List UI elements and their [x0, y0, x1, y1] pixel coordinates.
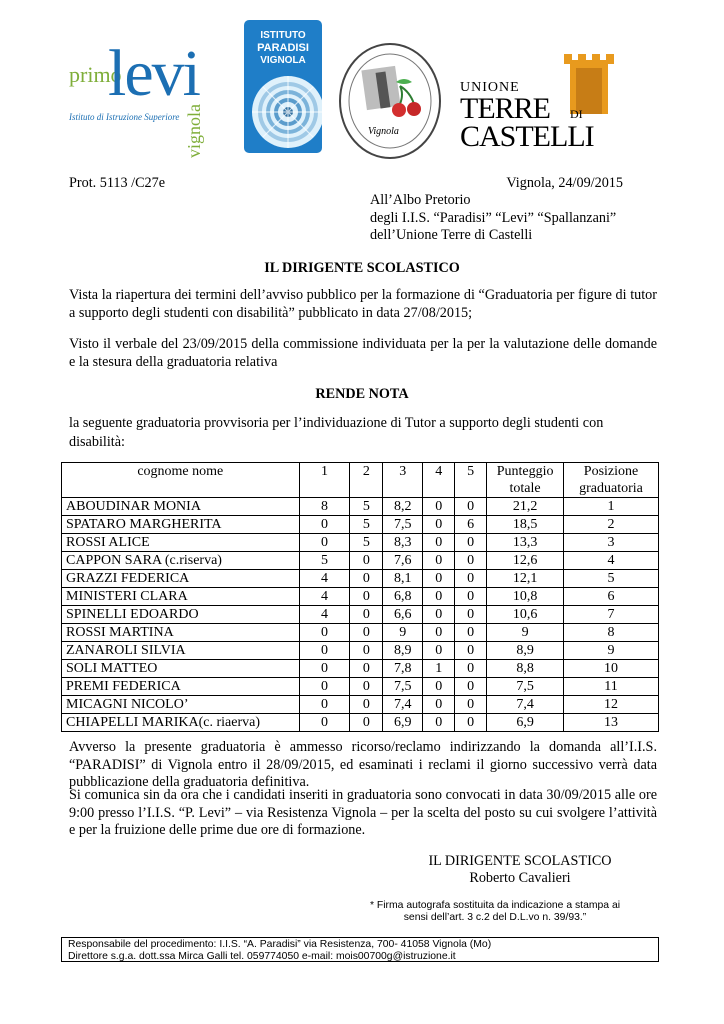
score-cell: 7,5 — [383, 678, 423, 696]
candidate-name-cell: SPINELLI EDOARDO — [62, 606, 300, 624]
table-row — [62, 624, 659, 642]
score-cell: 0 — [455, 606, 487, 624]
score-cell: 9 — [564, 642, 659, 660]
score-cell: 7,8 — [383, 660, 423, 678]
score-cell: 8,2 — [383, 498, 423, 516]
score-cell: 8,3 — [383, 534, 423, 552]
score-cell: 0 — [455, 696, 487, 714]
score-cell: 0 — [299, 660, 350, 678]
header-cell: Punteggio totale — [487, 463, 564, 498]
score-cell: 0 — [299, 696, 350, 714]
table-row — [62, 534, 659, 552]
score-cell: 0 — [455, 660, 487, 678]
header-cell: 2 — [350, 463, 383, 498]
paragraph-convocazione: Si comunica sin da ora che i candidati inseriti in graduatoria sono convocati in data 30/09/2015 alle ore 9:00 presso l’I.I.S. “P. Levi” – via Resistenza Vignola – per la scelta del posto su cui svolgere l’attività e per la fruizione delle prime due ore di formazione. — [69, 787, 657, 838]
score-cell: 10,8 — [487, 588, 564, 606]
score-cell: 8 — [564, 624, 659, 642]
score-cell: 0 — [455, 642, 487, 660]
score-cell: 12 — [564, 696, 659, 714]
table-row — [62, 570, 659, 588]
paragraph-ricorso: Avverso la presente graduatoria è ammesso ricorso/reclamo indirizzando la domanda all’I.I.S. “PARADISI” di Vignola entro il 28/09/2015, ed esaminati i reclami il giorno successivo verrà data pubblicazione della graduatoria definitiva. — [69, 739, 657, 790]
rende-nota-heading: RENDE NOTA — [315, 386, 409, 402]
levi-logo-primo: primo — [69, 62, 122, 87]
score-cell: 0 — [350, 606, 383, 624]
unione-logo-line3: CASTELLI — [460, 120, 594, 153]
score-cell: 7,5 — [383, 516, 423, 534]
score-cell: 7,5 — [487, 678, 564, 696]
unione-logo-di: DI — [570, 107, 583, 121]
score-cell: 1 — [423, 660, 455, 678]
score-cell: 0 — [455, 570, 487, 588]
header-cell: Posizione graduatoria — [564, 463, 659, 498]
score-cell: 0 — [350, 552, 383, 570]
footer-box — [61, 937, 659, 962]
score-cell: 0 — [299, 678, 350, 696]
score-cell: 6,9 — [383, 714, 423, 732]
score-cell: 0 — [455, 534, 487, 552]
score-cell: 0 — [455, 624, 487, 642]
score-cell: 0 — [299, 624, 350, 642]
score-cell: 9 — [487, 624, 564, 642]
candidate-name-cell: CHIAPELLI MARIKA(c. riaerva) — [62, 714, 300, 732]
score-cell: 0 — [350, 588, 383, 606]
score-cell: 0 — [455, 552, 487, 570]
table-row — [62, 714, 659, 732]
signature-block — [370, 853, 670, 887]
table-body — [62, 498, 659, 732]
candidate-name-cell: ZANAROLI SILVIA — [62, 642, 300, 660]
paradisi-logo-line2: PARADISI — [257, 42, 309, 54]
score-cell: 0 — [423, 570, 455, 588]
score-cell: 8,9 — [487, 642, 564, 660]
recipient-line: All’Albo Pretorio — [370, 192, 471, 208]
score-cell: 0 — [299, 714, 350, 732]
header-cell: 5 — [455, 463, 487, 498]
score-cell: 0 — [299, 516, 350, 534]
score-cell: 0 — [423, 516, 455, 534]
spallanzani-seal-city: Vignola — [368, 126, 399, 137]
signature-role: IL DIRIGENTE SCOLASTICO — [428, 853, 612, 869]
header-cell: 1 — [299, 463, 350, 498]
score-cell: 6,9 — [487, 714, 564, 732]
score-cell: 6,8 — [383, 588, 423, 606]
score-cell: 0 — [299, 534, 350, 552]
footer-line: Direttore s.g.a. dott.ssa Mirca Galli tel. 059774050 e-mail: mois00700g@istruzione.it — [68, 951, 456, 962]
score-cell: 12,6 — [487, 552, 564, 570]
note-line: * Firma autografa sostituita da indicazione a stampa ai — [369, 900, 621, 911]
score-cell: 0 — [455, 498, 487, 516]
table-row — [62, 552, 659, 570]
score-cell: 0 — [423, 624, 455, 642]
logo-spallanzani — [338, 42, 442, 160]
table-row — [62, 606, 659, 624]
paradisi-logo-line1: ISTITUTO — [260, 30, 306, 41]
paradisi-logo-line3: VIGNOLA — [260, 55, 306, 66]
score-cell: 0 — [350, 570, 383, 588]
recipient-line: degli I.I.S. “Paradisi” “Levi” “Spallanzani” — [370, 209, 617, 226]
score-cell: 0 — [350, 696, 383, 714]
candidate-name-cell: PREMI FEDERICA — [62, 678, 300, 696]
score-cell: 8,8 — [487, 660, 564, 678]
table-row — [62, 696, 659, 714]
paragraph-vista: Vista la riapertura dei termini dell’avviso pubblico per la formazione di “Graduatoria per figure di tutor a supporto degli studenti con disabilità” pubblicato in data 27/08/2015; — [69, 287, 657, 321]
score-cell: 0 — [455, 588, 487, 606]
note-line: sensi dell’art. 3 c.2 del D.L.vo n. 39/93.” — [403, 912, 587, 923]
score-cell: 8,1 — [383, 570, 423, 588]
candidate-name-cell: MICAGNI NICOLO’ — [62, 696, 300, 714]
unione-logo-line1: UNIONE — [460, 80, 520, 95]
signature-note — [330, 900, 660, 924]
score-cell: 4 — [299, 570, 350, 588]
score-cell: 13 — [564, 714, 659, 732]
score-cell: 0 — [350, 678, 383, 696]
header-cell: 3 — [383, 463, 423, 498]
score-cell: 0 — [455, 678, 487, 696]
logo-istituto-paradisi — [244, 20, 322, 153]
candidate-name-cell: ROSSI MARTINA — [62, 624, 300, 642]
score-cell: 7,4 — [487, 696, 564, 714]
table-row — [62, 588, 659, 606]
score-cell: 0 — [423, 696, 455, 714]
table-intro: la seguente graduatoria provvisoria per l’individuazione di Tutor a supporto degli studenti con disabilità: — [69, 415, 604, 450]
score-cell: 4 — [299, 588, 350, 606]
score-cell: 6 — [564, 588, 659, 606]
footer-line: Responsabile del procedimento: I.I.S. “A. Paradisi” via Resistenza, 700- 41058 Vignola (Mo) — [68, 939, 492, 950]
ranking-table — [61, 462, 659, 732]
table-row — [62, 498, 659, 516]
score-cell: 0 — [423, 588, 455, 606]
score-cell: 13,3 — [487, 534, 564, 552]
score-cell: 0 — [423, 714, 455, 732]
score-cell: 0 — [350, 714, 383, 732]
unione-logo-line2: TERRE — [460, 92, 550, 125]
score-cell: 0 — [423, 678, 455, 696]
candidate-name-cell: ROSSI ALICE — [62, 534, 300, 552]
protocol-number: Prot. 5113 /C27e — [69, 175, 166, 191]
score-cell: 2 — [564, 516, 659, 534]
table-row — [62, 678, 659, 696]
candidate-name-cell: ABOUDINAR MONIA — [62, 498, 300, 516]
score-cell: 9 — [383, 624, 423, 642]
candidate-name-cell: CAPPON SARA (c.riserva) — [62, 552, 300, 570]
score-cell: 0 — [455, 714, 487, 732]
score-cell: 0 — [423, 552, 455, 570]
levi-logo-word: levi — [108, 37, 199, 110]
score-cell: 21,2 — [487, 498, 564, 516]
header-cell: cognome nome — [62, 463, 300, 498]
score-cell: 4 — [564, 552, 659, 570]
logo-unione-terre-di-castelli — [458, 52, 618, 152]
score-cell: 11 — [564, 678, 659, 696]
score-cell: 7,4 — [383, 696, 423, 714]
score-cell: 5 — [350, 498, 383, 516]
signature-name: Roberto Cavalieri — [469, 870, 571, 886]
candidate-name-cell: SPATARO MARGHERITA — [62, 516, 300, 534]
recipient-line: dell’Unione Terre di Castelli — [370, 227, 533, 243]
score-cell: 10,6 — [487, 606, 564, 624]
spallanzani-seal — [338, 42, 442, 160]
paragraph-visto: Visto il verbale del 23/09/2015 della commissione individuata per la per la valutazione delle domande e la stesura della graduatoria relativa — [69, 336, 657, 370]
table-row — [62, 642, 659, 660]
score-cell: 0 — [350, 624, 383, 642]
score-cell: 0 — [350, 642, 383, 660]
header-cell: 4 — [423, 463, 455, 498]
score-cell: 5 — [350, 516, 383, 534]
score-cell: 5 — [350, 534, 383, 552]
score-cell: 0 — [423, 642, 455, 660]
table-row — [62, 516, 659, 534]
score-cell: 6 — [455, 516, 487, 534]
score-cell: 18,5 — [487, 516, 564, 534]
score-cell: 5 — [564, 570, 659, 588]
document-title: IL DIRIGENTE SCOLASTICO — [264, 260, 460, 276]
score-cell: 7 — [564, 606, 659, 624]
score-cell: 0 — [423, 498, 455, 516]
score-cell: 4 — [299, 606, 350, 624]
score-cell: 8 — [299, 498, 350, 516]
levi-logo-city: vignola — [184, 104, 204, 158]
score-cell: 6,6 — [383, 606, 423, 624]
score-cell: 7,6 — [383, 552, 423, 570]
levi-logo-subtitle: Istituto di Istruzione Superiore — [69, 112, 180, 122]
spiral-staircase-icon — [248, 70, 322, 150]
score-cell: 5 — [299, 552, 350, 570]
score-cell: 8,9 — [383, 642, 423, 660]
candidate-name-cell: GRAZZI FEDERICA — [62, 570, 300, 588]
score-cell: 0 — [299, 642, 350, 660]
score-cell: 0 — [350, 660, 383, 678]
table-row — [62, 660, 659, 678]
score-cell: 3 — [564, 534, 659, 552]
candidate-name-cell: SOLI MATTEO — [62, 660, 300, 678]
candidate-name-cell: MINISTERI CLARA — [62, 588, 300, 606]
score-cell: 1 — [564, 498, 659, 516]
logo-primo-levi — [66, 37, 221, 164]
table-header-row — [62, 463, 659, 498]
score-cell: 0 — [423, 534, 455, 552]
score-cell: 12,1 — [487, 570, 564, 588]
score-cell: 0 — [423, 606, 455, 624]
recipients — [370, 192, 616, 245]
castle-tower-icon — [562, 54, 614, 114]
place-date: Vignola, 24/09/2015 — [506, 175, 623, 191]
score-cell: 10 — [564, 660, 659, 678]
